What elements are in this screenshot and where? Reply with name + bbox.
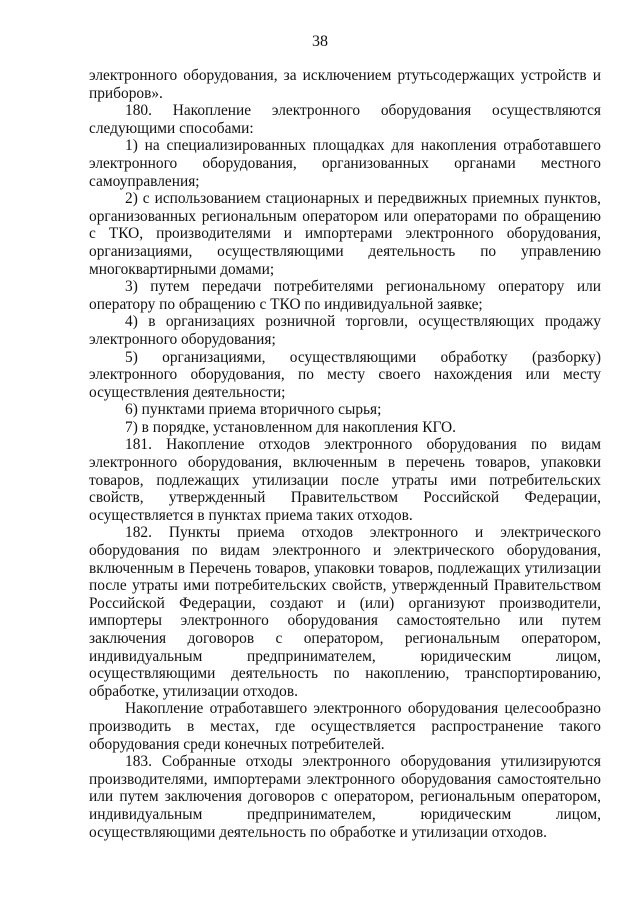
list-item-2: 2) с использованием стационарных и передвижных приемных пунктов, организованных региональным оператором или операторами по обращению с ТКО, производителями и импортерами электронного оборудования, организациями, осуществляющими деятельность по управлению многоквартирными домами; [89, 190, 601, 278]
paragraph-181: 181. Накопление отходов электронного оборудования по видам электронного оборудования, включенным в перечень товаров, упаковки товаров, подлежащих утилизации после утраты ими потребительских свойств, утвержденный Правительством Российской Федерации, осуществляется в пунктах приема таких отходов. [89, 436, 601, 524]
list-item-5: 5) организациями, осуществляющими обработку (разборку) электронного оборудования, по месту своего нахождения или месту осуществления деятельности; [89, 348, 601, 401]
page-number: 38 [312, 33, 328, 50]
list-item-3: 3) путем передачи потребителями региональному оператору или оператору по обращению с ТКО по индивидуальной заявке; [89, 278, 601, 313]
list-item-6: 6) пунктами приема вторичного сырья; [125, 401, 382, 419]
paragraph-182: 182. Пункты приема отходов электронного и электрического оборудования по видам электронного и электрического оборудования, включенным в Перечень товаров, упаковки товаров, подлежащих утилизации после утраты ими потребительских свойств, утвержденный Правительством Российской Федерации, создают и (или) организуют производители, импортеры электронного оборудования самостоятельно или путем заключения договоров с оператором, региональным оператором, индивидуальным предпринимателем, юридическим лицом, осуществляющими деятельность по накоплению, транспортированию, обработке, утилизации отходов. [89, 524, 601, 700]
paragraph-continuation: электронного оборудования, за исключением ртутьсодержащих устройств и приборов». [89, 67, 601, 102]
paragraph-183: 183. Собранные отходы электронного оборудования утилизируются производителями, импортерами электронного оборудования самостоятельно или путем заключения договоров с оператором, региональным оператором, индивидуальным предпринимателем, юридическим лицом, осуществляющими деятельность по обработке и утилизации отходов. [89, 753, 601, 841]
paragraph-180: 180. Накопление электронного оборудования осуществляются следующими способами: [89, 102, 601, 137]
list-item-4: 4) в организациях розничной торговли, осуществляющих продажу электронного оборудования; [89, 313, 601, 348]
document-body [89, 67, 601, 841]
list-item-1: 1) на специализированных площадках для накопления отработавшего электронного оборудования, организованных органами местного самоуправления; [89, 137, 601, 190]
paragraph-182-note: Накопление отработавшего электронного оборудования целесообразно производить в местах, где осуществляется распространение такого оборудования среди конечных потребителей. [89, 700, 601, 753]
list-item-7: 7) в порядке, установленном для накопления КГО. [125, 418, 456, 436]
